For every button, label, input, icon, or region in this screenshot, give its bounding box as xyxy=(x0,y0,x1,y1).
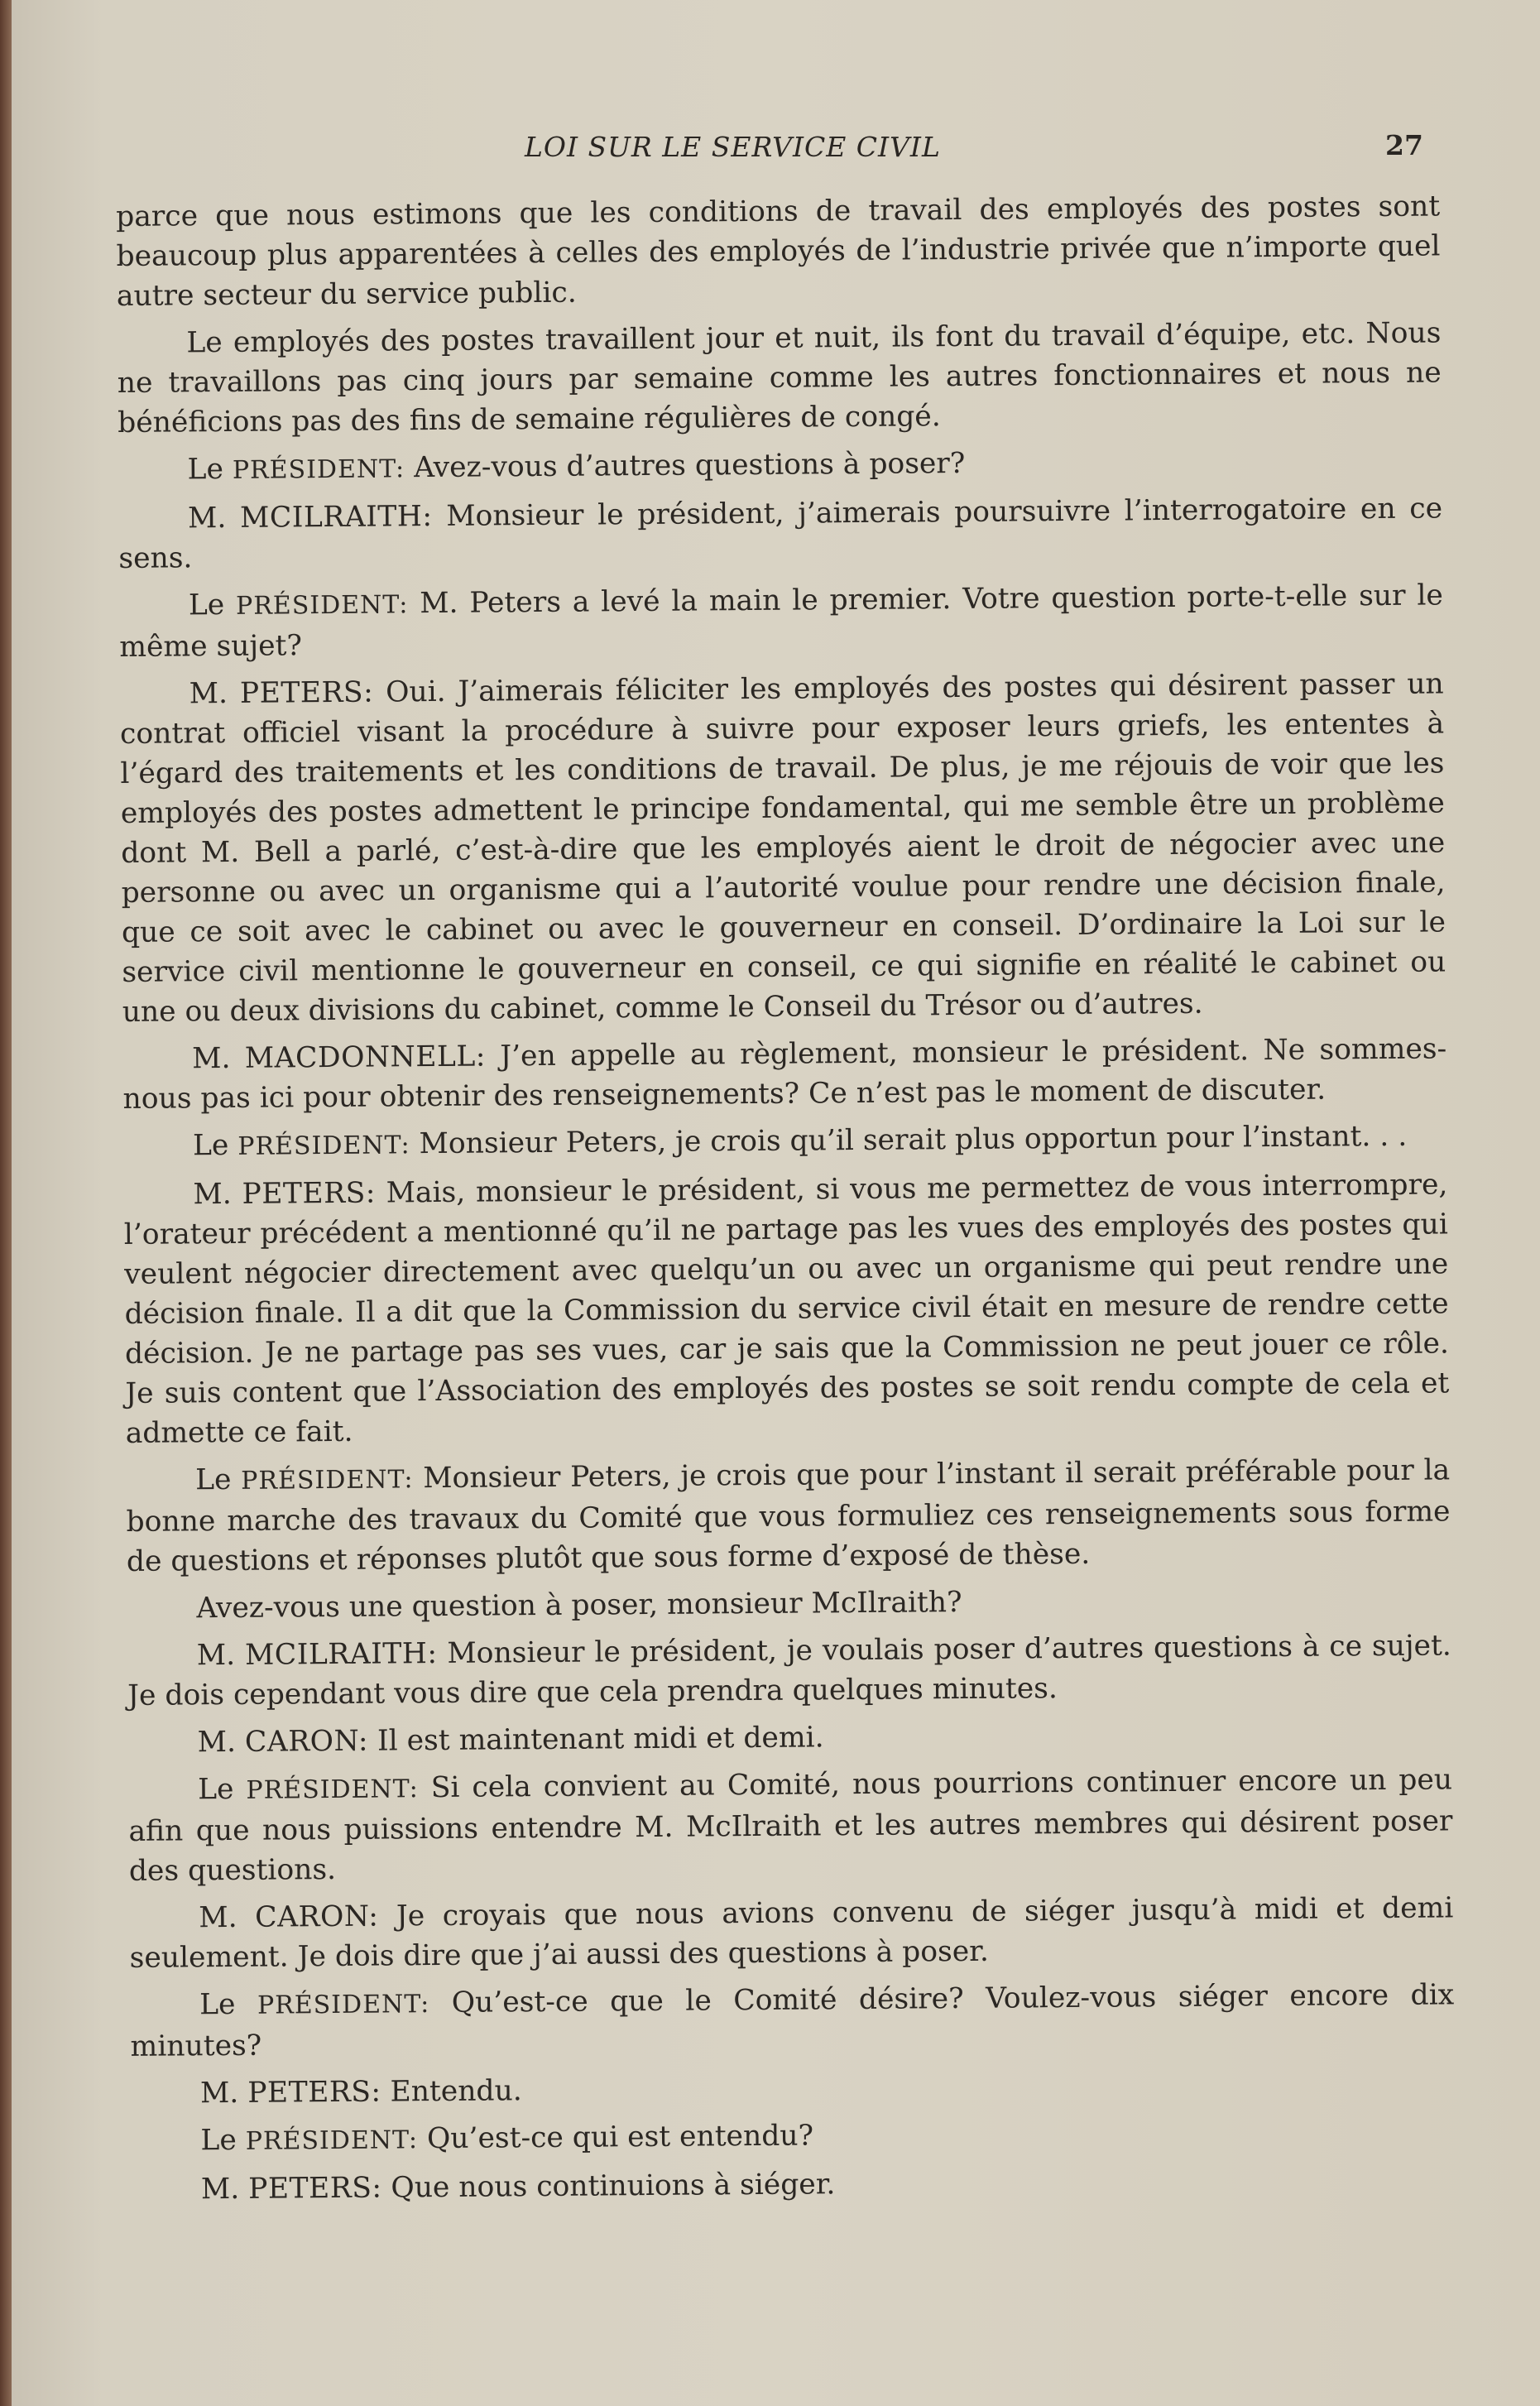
paragraph xyxy=(122,1029,1447,1119)
speaker-prefix: M. xyxy=(199,2076,239,2111)
paragraph-text: Je croyais que nous avions convenu de siéger jusqu’à midi et demi seulement. Je dois dire que j’ai aussi des questions à poser. xyxy=(129,1891,1454,1975)
paragraph-text: Avez-vous d’autres questions à poser? xyxy=(414,446,966,485)
paragraph-text: Monsieur le président, je voulais poser d’autres questions à ce sujet. Je dois cependant vous dire que cela prendra quelques minutes. xyxy=(127,1629,1451,1712)
paragraph-text: Avez-vous une question à poser, monsieur McIlraith? xyxy=(196,1586,962,1626)
paragraph-text: Monsieur Peters, je crois qu’il serait plus opportun pour l’instant. . . xyxy=(419,1119,1408,1161)
speaker-name: PRÉSIDENT: xyxy=(232,454,405,485)
speaker-prefix: M. xyxy=(196,1638,236,1673)
paragraph-text: Mais, monsieur le président, si vous me permettez de vous interrompre, l’orateur précédent a mentionné qu’il ne partage pas les vues des employés des postes qui veulent négocier directement avec quelqu’un ou avec un organisme qui peut rendre une décision finale. Il a dit que la Commission du service civil était en mesure de rendre cette décision. Je ne partage pas ses vues, car je sais que la Commission ne peut jouer ce rôle. Je suis content que l’Association des employés des postes se soit rendu compte de cela et admette ce fait. xyxy=(123,1168,1450,1450)
speaker-name: MCILRAITH: xyxy=(239,500,433,535)
speaker-prefix: Le xyxy=(197,1772,234,1807)
speaker-name: PETERS: xyxy=(239,675,374,710)
paragraph-text: Qu’est-ce qui est entendu? xyxy=(426,2119,814,2156)
paragraph-text: Que nous continuions à siéger. xyxy=(391,2168,836,2205)
book-spine-edge xyxy=(0,0,12,2406)
speaker-name: CARON: xyxy=(255,1899,379,1934)
speaker-prefix: Le xyxy=(199,1987,236,2022)
paragraph xyxy=(119,575,1444,667)
paragraph xyxy=(128,1760,1453,1891)
speaker-prefix: M. xyxy=(197,1725,237,1760)
paragraph xyxy=(127,1712,1451,1763)
paragraph-text: Entendu. xyxy=(390,2074,522,2109)
paragraph-text: J’en appelle au règlement, monsieur le président. Ne sommes-nous pas ici pour obtenir des renseignements? Ce n’est pas le moment de discuter. xyxy=(122,1032,1447,1116)
paragraph-text: parce que nous estimons que les conditions de travail des employés des postes sont beaucoup plus apparentées à celles des employés de l’industrie privée que n’importe quel autre secteur du service public. xyxy=(116,190,1441,313)
paragraph xyxy=(132,2159,1456,2210)
paragraph xyxy=(131,2063,1455,2114)
speaker-name: PETERS: xyxy=(248,2171,382,2206)
paragraph xyxy=(129,1888,1454,1978)
paragraph xyxy=(120,664,1446,1032)
paragraph xyxy=(130,1975,1455,2067)
speaker-prefix: Le xyxy=(188,588,225,622)
speaker-name: CARON: xyxy=(244,1724,369,1759)
paragraph-text: M. Peters a levé la main le premier. Votre question porte-t-elle sur le même sujet? xyxy=(119,579,1443,664)
speaker-prefix: Le xyxy=(195,1462,232,1497)
speaker-name: PRÉSIDENT: xyxy=(241,1465,414,1496)
speaker-name: PRÉSIDENT: xyxy=(235,590,409,621)
speaker-name: PRÉSIDENT: xyxy=(246,1774,419,1805)
speaker-name: PETERS: xyxy=(242,1176,377,1211)
speaker-prefix: M. xyxy=(199,1900,237,1935)
paragraph xyxy=(126,1450,1451,1582)
paragraph xyxy=(123,1165,1450,1453)
paragraph-text: Il est maintenant midi et demi. xyxy=(377,1721,824,1758)
speaker-name: PETERS: xyxy=(247,2075,381,2110)
paragraph-text: Qu’est-ce que le Comité désire? Voulez-vous siéger encore dix minutes? xyxy=(130,1978,1455,2063)
body-text xyxy=(116,186,1456,2216)
speaker-prefix: Le xyxy=(192,1128,229,1163)
paragraph xyxy=(127,1626,1452,1716)
speaker-name: PRÉSIDENT: xyxy=(257,1990,430,2020)
running-title: LOI SUR LE SERVICE CIVIL xyxy=(525,131,941,163)
page-number: 27 xyxy=(1385,129,1423,161)
paragraph-text: Monsieur le président, j’aimerais poursuivre l’interrogatoire en ce sens. xyxy=(118,492,1443,575)
paragraph xyxy=(118,488,1443,579)
document-page xyxy=(12,0,1540,2406)
speaker-name: MACDONNELL: xyxy=(244,1040,487,1075)
speaker-prefix: M. xyxy=(200,2172,240,2207)
speaker-name: MCILRAITH: xyxy=(244,1637,438,1672)
speaker-prefix: M. xyxy=(192,1041,231,1076)
speaker-prefix: M. xyxy=(187,501,227,535)
paragraph xyxy=(118,439,1442,492)
paragraph-text: Si cela convient au Comité, nous pourrions continuer encore un peu afin que nous puissions entendre M. McIlraith et les autres membres qui désirent poser des questions. xyxy=(128,1763,1453,1888)
speaker-prefix: M. xyxy=(193,1177,232,1212)
paragraph xyxy=(127,1578,1451,1629)
paragraph xyxy=(117,313,1442,443)
paragraph xyxy=(123,1116,1447,1168)
paragraph-text: Oui. J’aimerais féliciter les employés des postes qui désirent passer un contrat officiel visant la procédure à suivre pour exposer leurs griefs, les ententes à l’égard des traitements et les conditions de travail. De plus, je me réjouis de voir que les employés des postes admettent le principe fondamental, qui me semble être un problème dont M. Bell a parlé, c’est-à-dire que les employés aient le droit de négocier avec une personne ou avec un organisme qui a l’autorité voulue pour rendre une décision finale, que ce soit avec le cabinet ou avec le gouverneur en conseil. D’ordinaire la Loi sur le service civil mentionne le gouverneur en conseil, ce qui signifie en réalité le cabinet ou une ou deux divisions du cabinet, comme le Conseil du Trésor ou d’autres. xyxy=(119,667,1446,1029)
speaker-prefix: Le xyxy=(187,452,224,487)
paragraph xyxy=(116,186,1441,316)
paragraph-text: Le employés des postes travaillent jour et nuit, ils font du travail d’équipe, etc. Nous ne travaillons pas cinq jours par semaine comme les autres fonctionnaires et nous ne bénéficions pas des fins de semaine régulières de congé. xyxy=(117,316,1442,439)
paragraph xyxy=(131,2111,1455,2163)
speaker-name: PRÉSIDENT: xyxy=(245,2125,419,2156)
speaker-prefix: Le xyxy=(200,2123,237,2158)
paragraph-text: Monsieur Peters, je crois que pour l’instant il serait préférable pour la bonne marche des travaux du Comité que vous formuliez ces renseignements sous forme de questions et réponses plutôt que sous forme d’exposé de thèse. xyxy=(126,1453,1451,1578)
speaker-prefix: M. xyxy=(189,676,228,711)
speaker-name: PRÉSIDENT: xyxy=(237,1131,410,1161)
